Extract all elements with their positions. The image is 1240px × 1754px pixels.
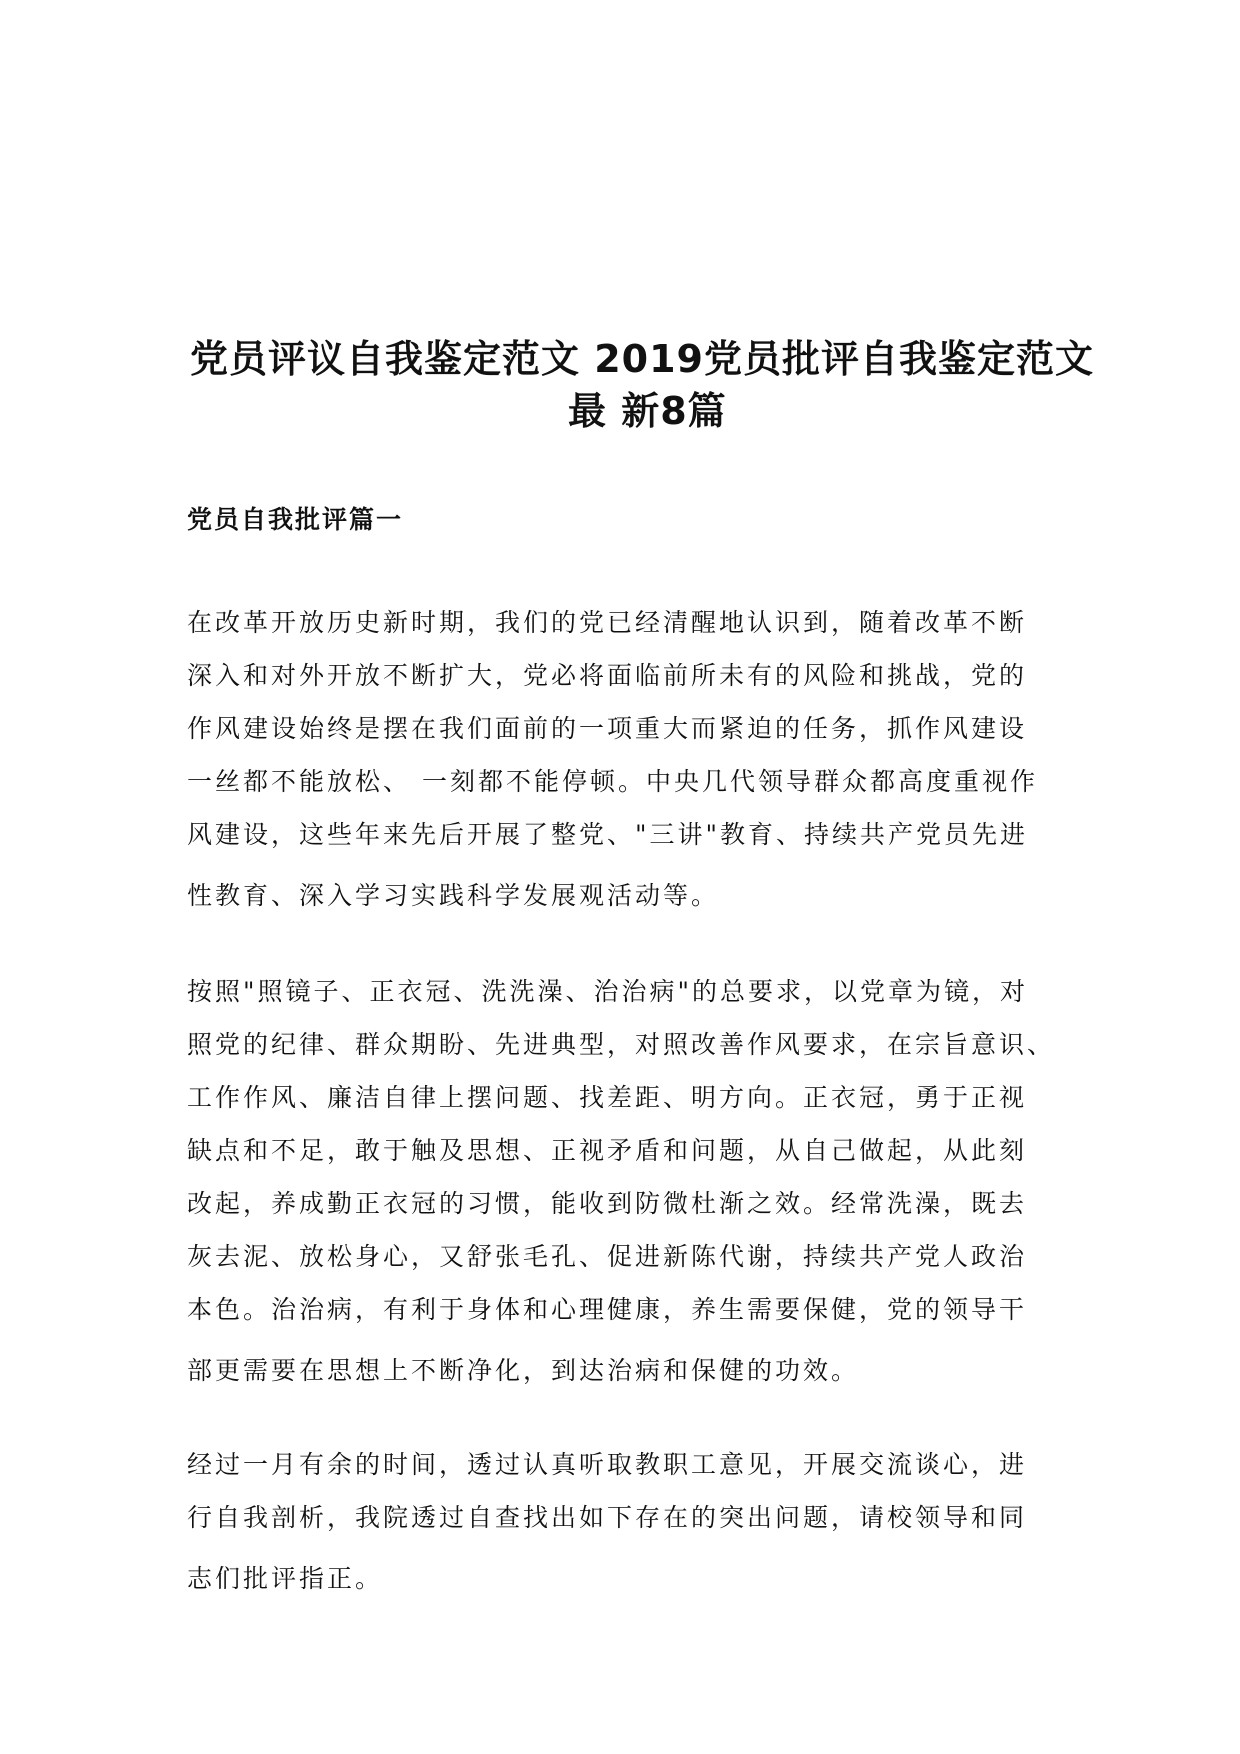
paragraph-line: 照党的纪律、群众期盼、先进典型，对照改善作风要求，在宗旨意识、 [187, 1030, 1056, 1059]
paragraph-line: 在改革开放历史新时期，我们的党已经清醒地认识到，随着改革不断 [187, 608, 1028, 637]
paragraph-1 [187, 596, 1087, 922]
paragraph-line: 缺点和不足，敢于触及思想、正视矛盾和问题，从自己做起，从此刻 [187, 1136, 1028, 1165]
paragraph-3 [187, 1438, 1087, 1605]
paragraph-line: 深入和对外开放不断扩大，党必将面临前所未有的风险和挑战，党的 [187, 661, 1028, 690]
paragraph-line: 一丝都不能放松、 一刻都不能停顿。中央几代领导群众都高度重视作 [187, 767, 1038, 796]
paragraph-line: 工作作风、廉洁自律上摆问题、找差距、明方向。正衣冠，勇于正视 [187, 1083, 1028, 1112]
paragraph-line: 行自我剖析，我院透过自查找出如下存在的突出问题，请校领导和同 [187, 1503, 1028, 1532]
paragraph-2 [187, 965, 1087, 1397]
section-heading: 党员自我批评篇一 [187, 505, 404, 534]
paragraph-line: 灰去泥、放松身心，又舒张毛孔、促进新陈代谢，持续共产党人政治 [187, 1242, 1028, 1271]
paragraph-line: 风建设，这些年来先后开展了整党、"三讲"教育、持续共产党员先进 [187, 820, 1029, 849]
paragraph-line: 性教育、深入学习实践科学发展观活动等。 [187, 881, 720, 910]
paragraph-line: 本色。治治病，有利于身体和心理健康，养生需要保健，党的领导干 [187, 1295, 1028, 1324]
paragraph-line: 改起，养成勤正衣冠的习惯，能收到防微杜渐之效。经常洗澡，既去 [187, 1189, 1028, 1218]
paragraph-line: 部更需要在思想上不断净化，到达治病和保健的功效。 [187, 1356, 860, 1385]
document-title-line-1: 党员评议自我鉴定范文 2019党员批评自我鉴定范文 [190, 337, 1094, 381]
paragraph-line: 按照"照镜子、正衣冠、洗洗澡、治治病"的总要求，以党章为镜，对 [187, 977, 1029, 1006]
paragraph-line: 经过一月有余的时间，透过认真听取教职工意见，开展交流谈心，进 [187, 1450, 1028, 1479]
paragraph-line: 志们批评指正。 [187, 1564, 384, 1593]
paragraph-line: 作风建设始终是摆在我们面前的一项重大而紧迫的任务，抓作风建设 [187, 714, 1028, 743]
document-title-line-2: 最 新8篇 [568, 389, 727, 433]
document-title [150, 333, 1094, 437]
